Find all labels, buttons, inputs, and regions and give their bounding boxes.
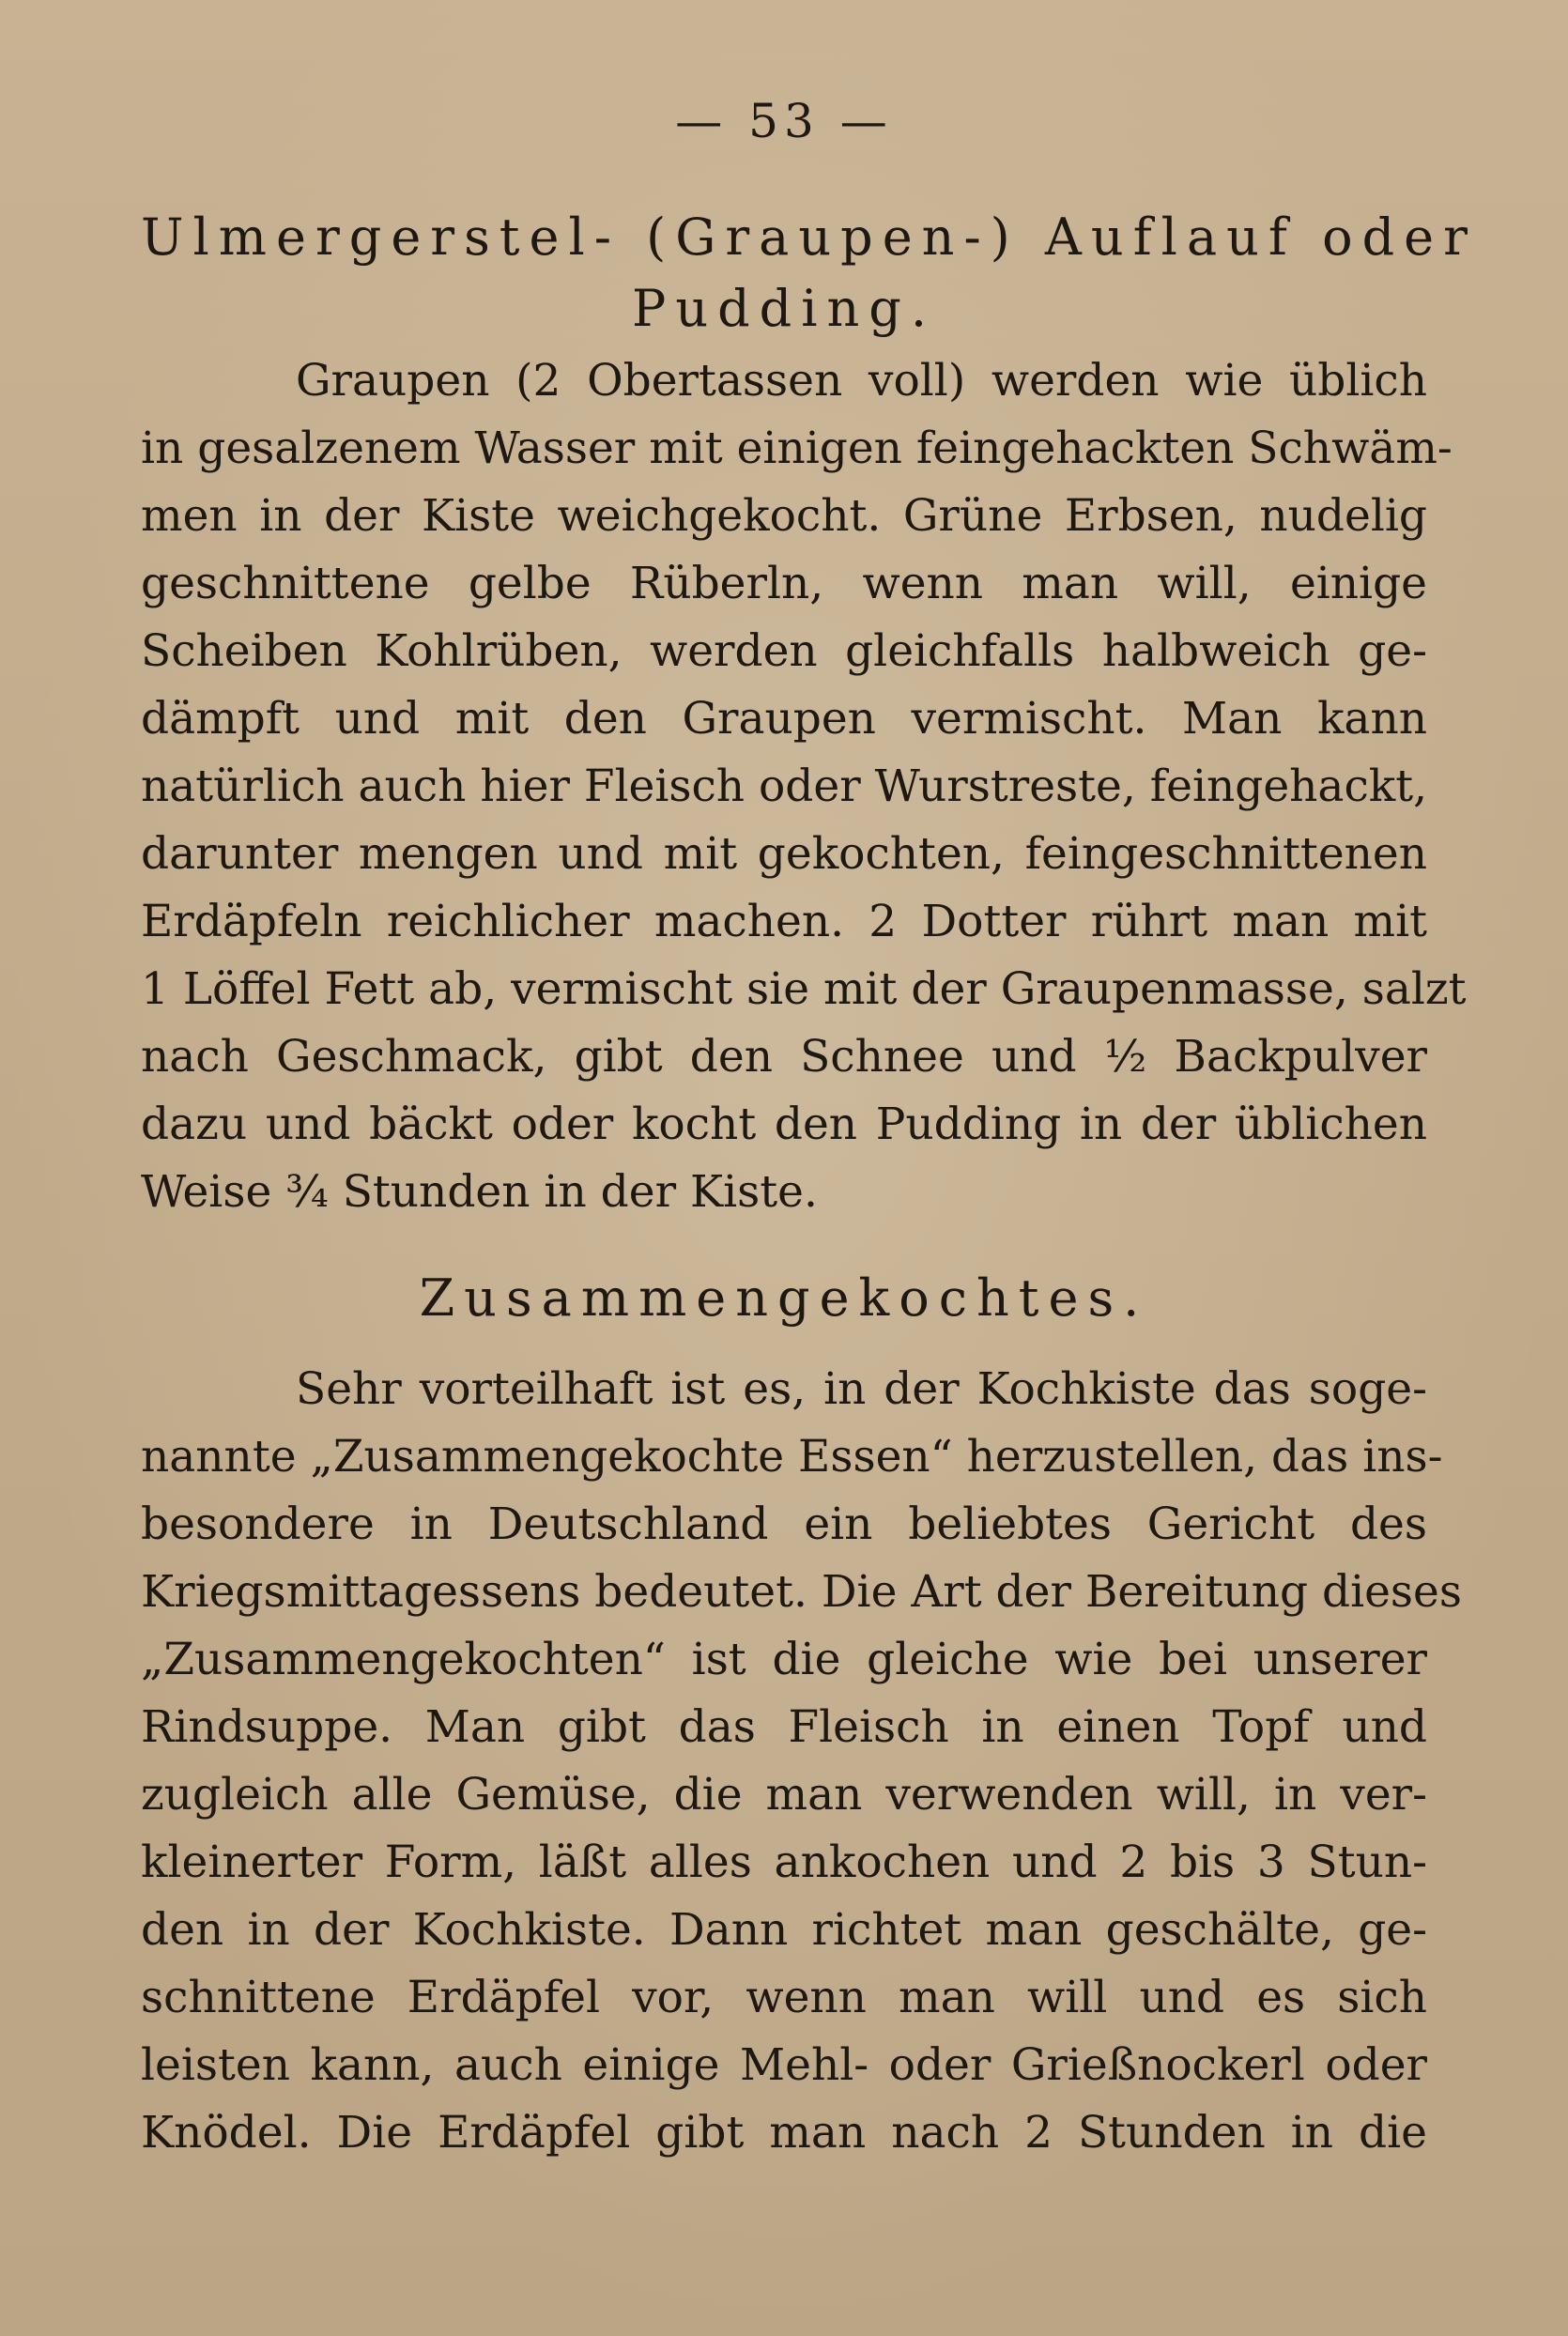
text-line: Kriegsmittagessens bedeutet. Die Art der Bereitung dieses: [141, 1566, 1462, 1618]
text-line: Weise ¾ Stunden in der Kiste.: [141, 1166, 818, 1218]
text-line: 1 Löffel Fett ab, vermischt sie mit der Graupenmasse, salzt: [141, 963, 1467, 1015]
text-line: Graupen (2 Obertassen voll) werden wie üblich: [296, 355, 1427, 407]
text-line: „Zusammengekochten“ ist die gleiche wie bei unserer: [141, 1634, 1427, 1685]
text-line: nannte „Zusammengekochte Essen“ herzustellen, das ins-: [141, 1431, 1443, 1483]
text-line: Rindsuppe. Man gibt das Fleisch in einen Topf und: [141, 1701, 1427, 1753]
section-title: Zusammengekochtes.: [419, 1268, 1149, 1328]
text-line: nach Geschmack, gibt den Schnee und ½ Backpulver: [141, 1031, 1427, 1083]
text-line: geschnittene gelbe Rüberln, wenn man will, einige: [141, 558, 1427, 609]
recipe-title-line-2: Pudding.: [631, 279, 937, 338]
text-line: dämpft und mit den Graupen vermischt. Man kann: [141, 693, 1427, 745]
text-line: schnittene Erdäpfel vor, wenn man will und es sich: [141, 1972, 1427, 2023]
text-line: besondere in Deutschland ein beliebtes Gericht des: [141, 1498, 1427, 1550]
text-line: in gesalzenem Wasser mit einigen feingehackten Schwäm-: [141, 423, 1453, 474]
text-line: natürlich auch hier Fleisch oder Wurstreste, feingehackt,: [141, 761, 1428, 812]
recipe-title-line-1: Ulmergerstel- (Graupen-) Auflauf oder: [141, 207, 1477, 267]
text-line: Scheiben Kohlrüben, werden gleichfalls halbweich ge-: [141, 625, 1427, 677]
text-line: Sehr vorteilhaft ist es, in der Kochkiste das soge-: [296, 1363, 1427, 1415]
text-line: Knödel. Die Erdäpfel gibt man nach 2 Stunden in die: [141, 2107, 1427, 2159]
text-line: den in der Kochkiste. Dann richtet man geschälte, ge-: [141, 1904, 1427, 1956]
text-line: zugleich alle Gemüse, die man verwenden will, in ver-: [141, 1769, 1427, 1821]
text-line: darunter mengen und mit gekochten, feingeschnittenen: [141, 828, 1427, 880]
page-number: — 53 —: [675, 94, 893, 148]
text-line: Erdäpfeln reichlicher machen. 2 Dotter rührt man mit: [141, 896, 1427, 947]
text-line: men in der Kiste weichgekocht. Grüne Erbsen, nudelig: [141, 490, 1427, 542]
text-line: kleinerter Form, läßt alles ankochen und 2 bis 3 Stun-: [141, 1837, 1427, 1888]
text-line: dazu und bäckt oder kocht den Pudding in der üblichen: [141, 1099, 1427, 1150]
text-line: leisten kann, auch einige Mehl- oder Grießnockerl oder: [141, 2039, 1427, 2091]
